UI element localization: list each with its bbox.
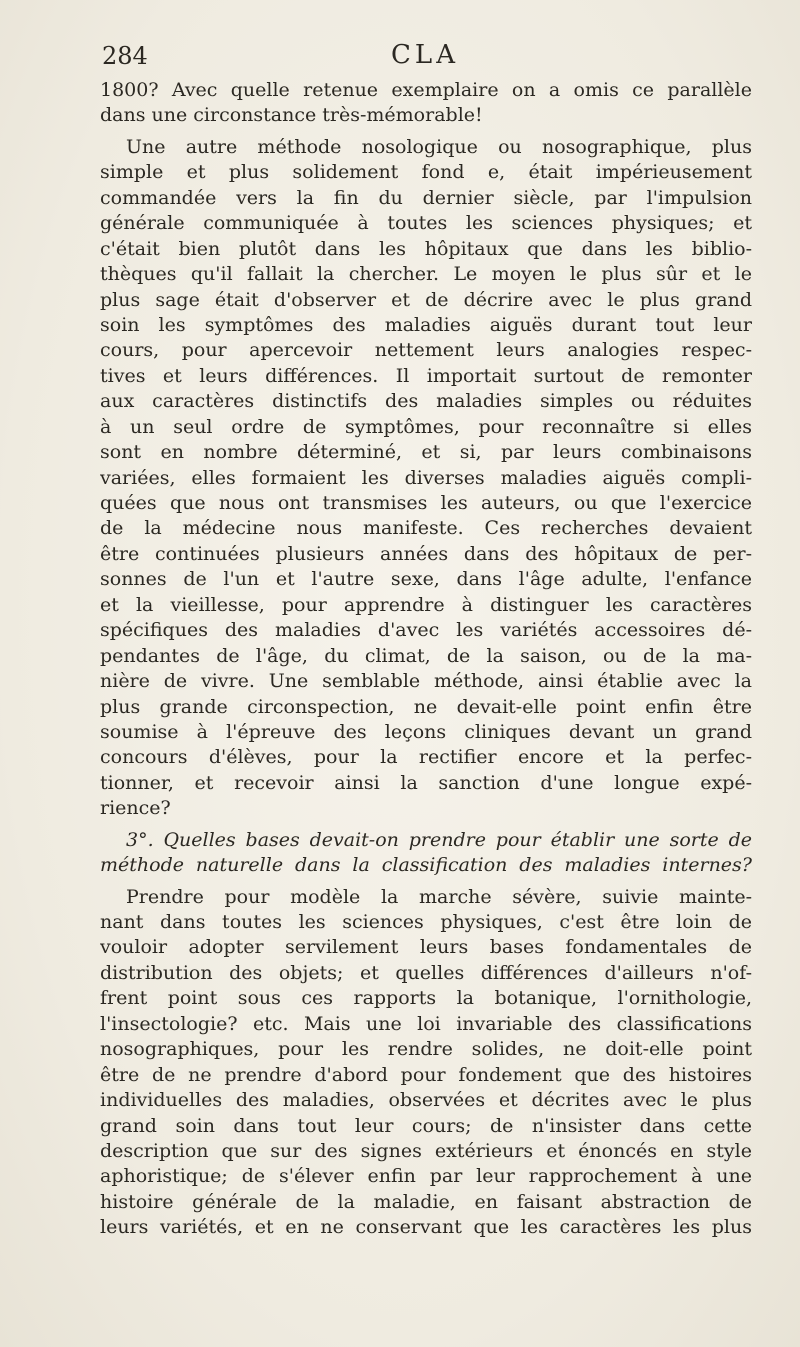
page-header — [100, 38, 750, 78]
text-line: frent point sous ces rapports la botanique, l'ornithologie, — [100, 987, 752, 1010]
section-question — [100, 828, 752, 879]
text-line: sont en nombre déterminé, et si, par leurs combinaisons — [100, 441, 752, 464]
text-line: variées, elles formaient les diverses maladies aiguës compli- — [100, 466, 752, 489]
paragraph — [100, 135, 752, 822]
text-line: et la vieillesse, pour apprendre à distinguer les caractères — [100, 593, 752, 616]
text-line: à un seul ordre de symptômes, pour reconnaître si elles — [100, 415, 752, 438]
text-line: individuelles des maladies, observées et décrites avec le plus — [100, 1089, 752, 1112]
paragraph — [100, 78, 752, 129]
text-line: simple et plus solidement fond e, était impérieusement — [100, 161, 752, 184]
text-line: distribution des objets; et quelles différences d'ailleurs n'of- — [100, 961, 752, 984]
question-line: 3°. Quelles bases devait-on prendre pour établir une sorte de — [126, 828, 752, 851]
text-line: leurs variétés, et en ne conservant que les caractères les plus — [100, 1216, 752, 1239]
text-line: grand soin dans tout leur cours; de n'insister dans cette — [100, 1114, 752, 1137]
question-line: méthode naturelle dans la classification des maladies internes? — [100, 854, 752, 877]
text-line: quées que nous ont transmises les auteurs, ou que l'exercice — [100, 492, 752, 514]
text-line: concours d'élèves, pour la rectifier encore et la perfec- — [100, 746, 752, 769]
text-line: histoire générale de la maladie, en faisant abstraction de — [100, 1190, 752, 1213]
text-line: thèques qu'il fallait la chercher. Le moyen le plus sûr et le — [100, 263, 752, 286]
page-number: 284 — [102, 42, 148, 70]
text-line: rience? — [100, 797, 171, 820]
paragraph — [100, 885, 752, 1241]
body-text — [100, 78, 752, 1241]
text-line: Une autre méthode nosologique ou nosographique, plus — [126, 135, 752, 158]
text-line: dans une circonstance très-mémorable! — [100, 104, 483, 127]
text-line: c'était bien plutôt dans les hôpitaux que dans les biblio- — [100, 237, 752, 260]
text-line: 1800? Avec quelle retenue exemplaire on a omis ce parallèle — [100, 79, 752, 101]
text-line: cours, pour apercevoir nettement leurs analogies respec- — [100, 339, 752, 362]
text-line: vouloir adopter servilement leurs bases fondamentales de — [100, 936, 752, 959]
text-line: générale communiquée à toutes les sciences physiques; et — [100, 212, 752, 235]
text-line: soumise à l'épreuve des leçons cliniques devant un grand — [100, 720, 752, 743]
text-line: de la médecine nous manifeste. Ces recherches devaient — [100, 517, 752, 540]
text-line: description que sur des signes extérieurs et énoncés en style — [100, 1139, 752, 1162]
text-line: nosographiques, pour les rendre solides, ne doit-elle point — [100, 1038, 752, 1061]
running-head: CLA — [391, 40, 459, 70]
text-line: commandée vers la fin du dernier siècle, par l'impulsion — [100, 186, 752, 209]
text-line: nant dans toutes les sciences physiques, c'est être loin de — [100, 911, 752, 933]
text-line: nière de vivre. Une semblable méthode, ainsi établie avec la — [100, 670, 752, 693]
text-line: soin les symptômes des maladies aiguës durant tout leur — [100, 313, 752, 336]
text-line: pendantes de l'âge, du climat, de la saison, ou de la ma- — [100, 644, 752, 667]
text-line: tionner, et recevoir ainsi la sanction d'une longue expé- — [100, 771, 752, 794]
text-line: sonnes de l'un et l'autre sexe, dans l'âge adulte, l'enfance — [100, 568, 752, 591]
text-line: plus sage était d'observer et de décrire avec le plus grand — [100, 288, 752, 311]
text-line: plus grande circonspection, ne devait-elle point enfin être — [100, 695, 752, 718]
text-line: aphoristique; de s'élever enfin par leur rapprochement à une — [100, 1165, 752, 1188]
text-line: être de ne prendre d'abord pour fondement que des histoires — [100, 1063, 752, 1086]
text-line: Prendre pour modèle la marche sévère, suivie mainte- — [126, 885, 752, 908]
text-line: aux caractères distinctifs des maladies simples ou réduites — [100, 390, 752, 413]
text-line: tives et leurs différences. Il importait surtout de remonter — [100, 364, 752, 387]
text-line: l'insectologie? etc. Mais une loi invariable des classifications — [100, 1012, 752, 1035]
text-line: spécifiques des maladies d'avec les variétés accessoires dé- — [100, 619, 752, 642]
text-line: être continuées plusieurs années dans des hôpitaux de per- — [100, 542, 752, 565]
